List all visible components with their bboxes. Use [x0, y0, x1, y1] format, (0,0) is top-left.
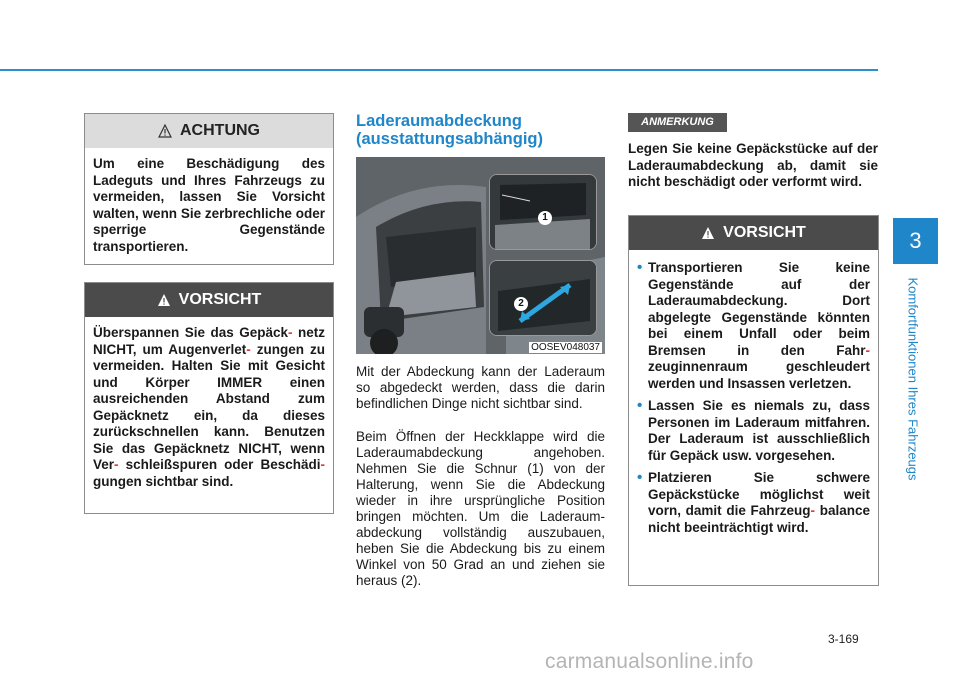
warning-filled-icon [157, 293, 171, 307]
text-segment: balance nicht beeinträchtigt wird. [648, 503, 870, 535]
warning-filled-icon [701, 226, 715, 240]
text-segment: zeuginnenraum geschleudert werden und Insassen verletzen. [648, 359, 870, 391]
hyphen-mark: - [320, 457, 325, 472]
vorsicht-right-title: VORSICHT [723, 224, 806, 241]
vorsicht-left-header [85, 283, 333, 317]
hyphen-mark: - [288, 325, 293, 340]
list-item: • Lassen Sie es niemals zu, dass Personen im Laderaum mitfahren. Der Laderaum ist ausschließlich für Gepäck usw. vorgesehen. [637, 398, 870, 464]
chapter-number-tab[interactable]: 3 [893, 218, 938, 264]
text-segment: netz NICHT, um Augenverlet [93, 325, 325, 357]
list-item [637, 470, 870, 536]
hyphen-mark: - [810, 503, 816, 518]
achtung-header [85, 114, 333, 148]
callout-1: 1 [538, 211, 552, 225]
warning-outline-icon [158, 124, 172, 138]
page-number: 3-169 [828, 632, 859, 646]
paragraph-2: Beim Öffnen der Heckklappe wird die Laderaumabdeckung angehoben. Nehmen Sie die Schnur (1) von der Halterung, wenn Sie die Abdeckung wieder in ihre ursprüngliche Position bringen möchten. Um die Laderaum- abdeckung vollständig auszubauen, heben Sie die Abdeckung bis zu einem Winkel von 50 Grad an und ziehen sie heraus (2). [356, 429, 605, 588]
inset-illustration-2 [490, 261, 596, 335]
callout-2: 2 [514, 297, 528, 311]
vorsicht-left-title: VORSICHT [178, 291, 262, 308]
note-label: ANMERKUNG [628, 113, 727, 132]
hyphen-mark: - [246, 341, 251, 357]
text-segment: Platzieren Sie schwere Gepäckstücke möglichst weit vorn, damit die Fahrzeug [648, 470, 870, 518]
paragraph-1: Mit der Abdeckung kann der Laderaum so abgedeckt werden, dass die darin befindlichen Dinge nicht sichtbar sind. [356, 364, 605, 411]
text-segment: schleißspuren oder Beschädi [118, 457, 321, 472]
inset-panel-1 [489, 174, 597, 250]
section-title: Laderaumabdeckung (ausstattungsabhängig) [356, 112, 544, 148]
achtung-box [84, 113, 334, 265]
chapter-title-text: Komfortfunktionen Ihres Fahrzeugs [905, 277, 921, 481]
hyphen-mark: - [865, 342, 870, 358]
watermark: carmanualsonline.info [545, 650, 754, 673]
achtung-text: Um eine Beschädigung des Ladeguts und Ihres Fahrzeugs zu vermeiden, lassen Sie Vorsicht walten, wenn Sie zerbrechliche oder sperrige Gegenstände transportieren. [93, 156, 325, 254]
text-segment: gungen sichtbar sind. [93, 473, 234, 489]
note-text: Legen Sie keine Gepäckstücke auf der Laderaumabdeckung ab, damit sie nicht beschädigt oder verformt wird. [628, 141, 878, 189]
vorsicht-left-text [85, 317, 333, 490]
achtung-title: ACHTUNG [180, 122, 260, 139]
inset-panel-2 [489, 260, 597, 336]
figure-code: OOSEV048037 [531, 342, 600, 353]
top-rule [0, 69, 878, 71]
vorsicht-right-body [629, 250, 878, 536]
hyphen-mark: - [114, 457, 119, 472]
vorsicht-right-box [628, 215, 879, 586]
text-segment: zungen zu vermeiden. Halten Sie mit Gesicht und Körper IMMER einen ausreichenden Abstand zum Gepäcknetz ein, da dieses zurückschnellen kann. Benutzen Sie das Gepäcknetz NICHT, wenn Ver [93, 341, 325, 472]
vorsicht-right-header [629, 216, 878, 250]
text-segment: Transportieren Sie keine Gegenstände auf der Laderaumabdeckung. Dort abgelegte Gegenstände könnten bei einem Unfall oder beim Bremsen in den Fahr [648, 260, 870, 358]
list-item [637, 260, 870, 392]
text-segment: Überspannen Sie das Gepäck [93, 325, 289, 340]
chapter-title-vertical [903, 268, 923, 490]
cargo-cover-figure [356, 157, 605, 354]
caution-list [637, 260, 870, 536]
vorsicht-left-box [84, 282, 334, 514]
